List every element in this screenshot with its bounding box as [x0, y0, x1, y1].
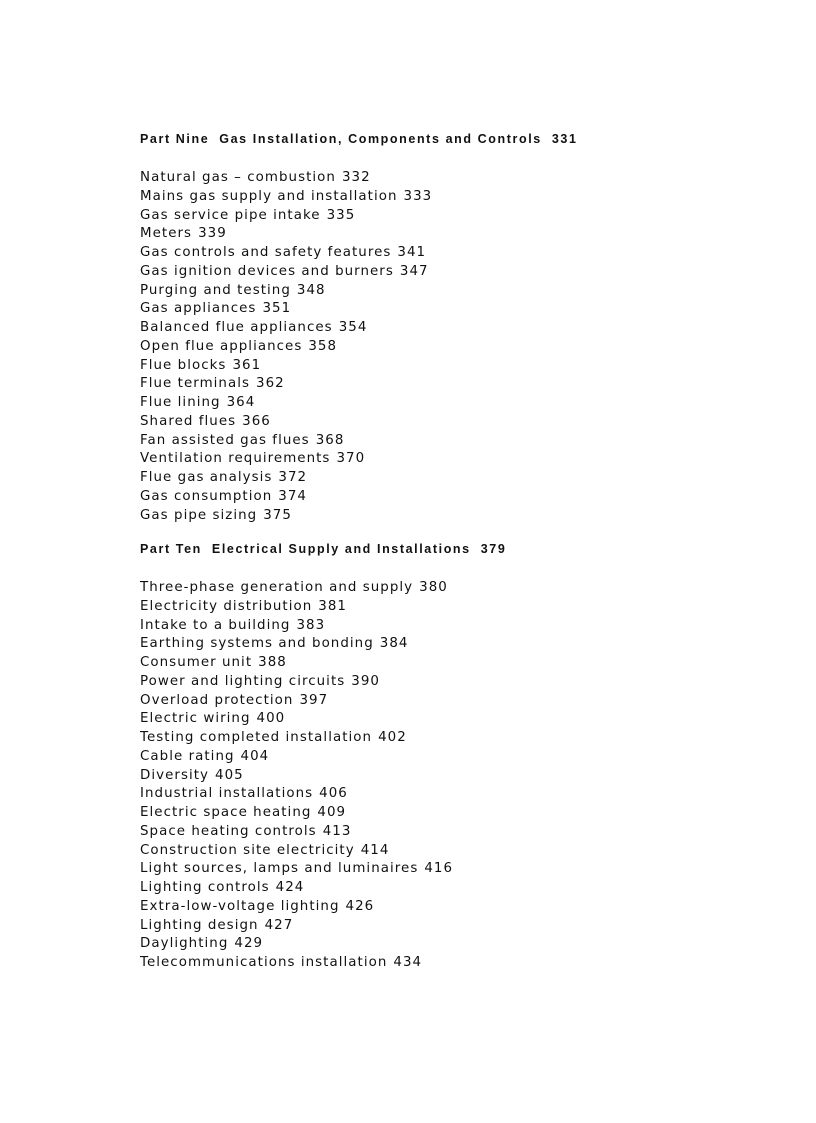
part-nine-heading [140, 131, 578, 147]
toc-entry-title: Consumer unit [140, 655, 253, 670]
toc-entry [140, 507, 432, 526]
toc-entry-page: 375 [263, 507, 292, 523]
toc-entry [140, 617, 453, 636]
toc-entry-title: Testing completed installation [140, 730, 373, 745]
toc-entry-page: 429 [234, 936, 264, 952]
toc-entry-title: Earthing systems and bonding [140, 636, 374, 652]
toc-entry-title: Power and lighting circuits [140, 673, 346, 689]
toc-entry-page: 364 [226, 395, 256, 410]
toc-entry-title: Flue gas analysis [140, 470, 273, 485]
toc-entry [140, 394, 432, 413]
toc-entry-page: 409 [317, 805, 347, 820]
toc-entry [140, 300, 432, 319]
toc-entry [140, 785, 453, 804]
toc-entry [140, 579, 453, 598]
toc-entry [140, 898, 453, 917]
toc-entry [140, 188, 432, 207]
toc-entry [140, 375, 432, 394]
toc-entry-page: 347 [399, 263, 429, 279]
toc-entry [140, 225, 432, 244]
toc-entry-page: 400 [256, 711, 286, 727]
toc-entry-page: 381 [318, 598, 347, 614]
toc-entry [140, 413, 432, 432]
toc-entry [140, 692, 453, 711]
toc-entry-title: Lighting design [140, 917, 259, 933]
toc-entry-title: Natural gas – combustion [140, 170, 336, 185]
toc-entry-page: 404 [240, 748, 270, 764]
toc-entry [140, 488, 432, 507]
toc-entry-page: 434 [393, 955, 423, 970]
toc-entry-page: 372 [278, 470, 308, 485]
toc-entry-page: 370 [336, 451, 366, 467]
toc-entry [140, 954, 453, 973]
toc-entry-title: Balanced flue appliances [140, 320, 333, 335]
toc-entry-page: 368 [315, 432, 345, 448]
toc-entry-page: 405 [215, 767, 244, 783]
toc-entry-page: 332 [341, 170, 371, 185]
toc-entry [140, 917, 453, 936]
toc-entry-title: Flue terminals [140, 376, 251, 392]
toc-entry-title: Gas consumption [140, 488, 273, 504]
toc-entry-page: 348 [296, 282, 326, 298]
toc-entry-title: Space heating controls [140, 823, 317, 839]
toc-entry-title: Lighting controls [140, 880, 270, 895]
toc-entry [140, 469, 432, 488]
toc-entry-page: 380 [419, 580, 448, 595]
toc-entry-title: Fan assisted gas flues [140, 432, 310, 448]
toc-entry-page: 424 [275, 880, 305, 895]
toc-entry-title: Intake to a building [140, 617, 291, 633]
toc-entry-title: Light sources, lamps and luminaires [140, 861, 419, 877]
toc-entry [140, 207, 432, 226]
toc-entry [140, 654, 453, 673]
toc-entry-title: Overload protection [140, 692, 294, 708]
toc-entry [140, 338, 432, 357]
toc-entry-page: 361 [232, 357, 262, 373]
part-ten-page: 379 [480, 542, 507, 556]
toc-entry-title: Diversity [140, 767, 210, 783]
toc-entry-page: 333 [403, 188, 433, 204]
toc-entry-page: 384 [379, 636, 409, 652]
toc-entry-page: 341 [397, 245, 427, 260]
toc-entry-title: Shared flues [140, 413, 237, 429]
toc-entry-title: Telecommunications installation [140, 955, 388, 970]
toc-entry-title: Open flue appliances [140, 338, 303, 354]
toc-entry-title: Industrial installations [140, 786, 314, 802]
toc-entry [140, 748, 453, 767]
toc-entry [140, 729, 453, 748]
part-nine-label: Part Nine [140, 132, 210, 146]
toc-entry-title: Electricity distribution [140, 598, 313, 614]
toc-entry [140, 823, 453, 842]
toc-entry-page: 362 [256, 376, 285, 392]
toc-entry [140, 598, 453, 617]
toc-entry-title: Flue lining [140, 395, 221, 410]
toc-entry-title: Mains gas supply and installation [140, 188, 398, 204]
toc-entry [140, 879, 453, 898]
toc-entry-page: 388 [258, 655, 287, 670]
toc-entry-page: 413 [322, 823, 352, 839]
toc-entry-page: 416 [424, 861, 454, 877]
toc-entry-title: Flue blocks [140, 357, 227, 373]
toc-entry-title: Gas service pipe intake [140, 207, 321, 223]
toc-entry [140, 804, 453, 823]
toc-entry-page: 366 [242, 413, 271, 429]
toc-entry-page: 339 [198, 226, 227, 242]
toc-entry-title: Gas appliances [140, 301, 257, 317]
toc-entry-title: Ventilation requirements [140, 451, 331, 467]
toc-entry-page: 351 [262, 301, 292, 317]
toc-entry-page: 354 [338, 320, 368, 335]
part-ten-label: Part Ten [140, 542, 202, 556]
toc-entry [140, 710, 453, 729]
toc-entry [140, 450, 432, 469]
toc-entry-page: 402 [378, 730, 407, 745]
part-nine-title: Gas Installation, Components and Controls [219, 132, 542, 146]
toc-entry-title: Gas pipe sizing [140, 507, 258, 523]
toc-entry [140, 635, 453, 654]
toc-entry-page: 397 [299, 692, 329, 708]
toc-entry-title: Extra-low-voltage lighting [140, 898, 340, 914]
toc-entry-page: 414 [360, 842, 390, 858]
part-nine-entries [140, 169, 432, 525]
toc-entry-page: 335 [326, 207, 356, 223]
part-ten-heading [140, 541, 506, 557]
toc-entry [140, 432, 432, 451]
toc-entry [140, 263, 432, 282]
toc-entry [140, 319, 432, 338]
toc-entry [140, 673, 453, 692]
toc-entry-title: Electric space heating [140, 805, 312, 820]
toc-entry-page: 390 [351, 673, 380, 689]
toc-entry-title: Gas ignition devices and burners [140, 263, 394, 279]
toc-entry-page: 374 [278, 488, 307, 504]
toc-entry [140, 767, 453, 786]
toc-entry-page: 358 [308, 338, 338, 354]
toc-entry [140, 842, 453, 861]
toc-entry [140, 169, 432, 188]
toc-entry-title: Daylighting [140, 936, 229, 952]
toc-entry-title: Three-phase generation and supply [140, 580, 414, 595]
toc-entry-page: 426 [345, 898, 375, 914]
toc-entry-page: 406 [319, 786, 348, 802]
toc-entry [140, 935, 453, 954]
toc-entry-page: 383 [296, 617, 326, 633]
toc-entry [140, 282, 432, 301]
part-ten-title: Electrical Supply and Installations [211, 542, 471, 556]
toc-entry [140, 860, 453, 879]
toc-entry [140, 357, 432, 376]
toc-entry [140, 244, 432, 263]
toc-entry-title: Purging and testing [140, 282, 291, 298]
toc-entry-title: Meters [140, 226, 193, 242]
toc-entry-page: 427 [264, 917, 294, 933]
toc-entry-title: Construction site electricity [140, 842, 355, 858]
toc-entry-title: Cable rating [140, 748, 235, 764]
toc-entry-title: Gas controls and safety features [140, 245, 392, 260]
part-ten-entries [140, 579, 453, 973]
toc-entry-title: Electric wiring [140, 711, 251, 727]
part-nine-page: 331 [551, 132, 578, 146]
